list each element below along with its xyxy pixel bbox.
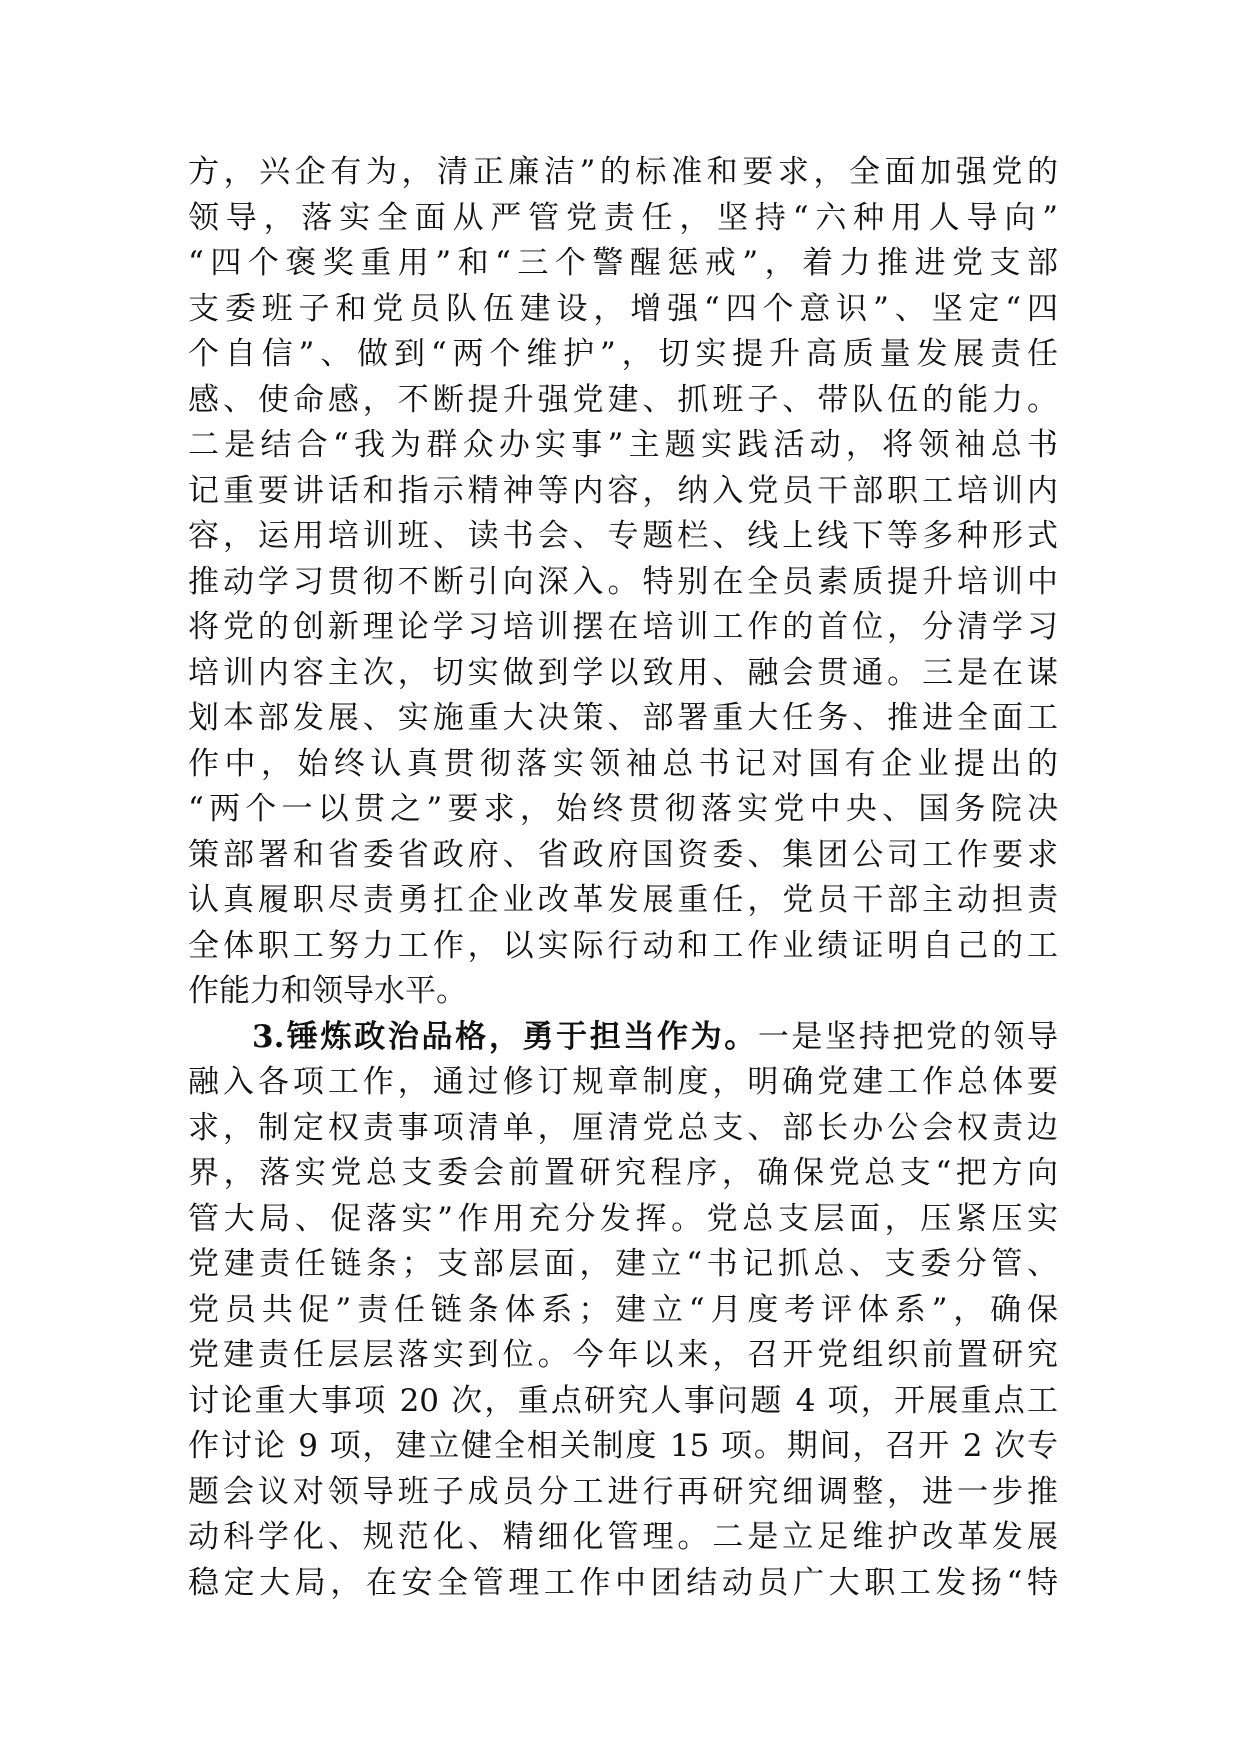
text-line: 管大局、促落实”作用充分发挥。党总支层面，压紧压实: [188, 1200, 1058, 1237]
text-line: 二是结合“我为群众办实事”主题实践活动，将领袖总书: [188, 427, 1058, 463]
text-line: “四个褒奖重用”和“三个警醒惩戒”，着力推进党支部: [188, 245, 1058, 281]
text-line: 党建责任层层落实到位。今年以来，召开党组织前置研究: [188, 1337, 1058, 1373]
text-line: 方，兴企有为，清正廉洁”的标准和要求，全面加强党的: [188, 154, 1058, 190]
text-line: 党建责任链条；支部层面，建立“书记抓总、支委分管、: [188, 1246, 1058, 1282]
text-line: “两个一以贯之”要求，始终贯彻落实党中央、国务院决: [188, 791, 1058, 827]
text-line: 记重要讲话和指示精神等内容，纳入党员干部职工培训内: [188, 472, 1058, 509]
text-line: 推动学习贯彻不断引向深入。特别在全员素质提升培训中: [188, 563, 1058, 600]
text-line: 党员共促”责任链条体系；建立“月度考评体系”，确保: [188, 1291, 1058, 1328]
text-line: 培训内容主次，切实做到学以致用、融会贯通。三是在谋: [188, 654, 1058, 691]
text-line: 作能力和领导水平。: [188, 973, 467, 1009]
section-3-heading: 3.锤炼政治品格，勇于担当作为。: [252, 1018, 758, 1055]
body-text: [188, 150, 1058, 1606]
text-line: 作讨论 9 项，建立健全相关制度 15 项。期间，召开 2 次专: [188, 1428, 1058, 1464]
text-line: 作中，始终认真贯彻落实领袖总书记对国有企业提出的: [188, 745, 1058, 782]
text-line: 支委班子和党员队伍建设，增强“四个意识”、坚定“四: [188, 290, 1058, 327]
text-line: 求，制定权责事项清单，厘清党总支、部长办公会权责边: [188, 1109, 1058, 1146]
text-line: 讨论重大事项 20 次，重点研究人事问题 4 项，开展重点工: [188, 1382, 1058, 1419]
text-line: 全体职工努力工作，以实际行动和工作业绩证明自己的工: [188, 927, 1058, 964]
text-line: 感、使命感，不断提升强党建、抓班子、带队伍的能力。: [188, 381, 1058, 418]
text-line: 认真履职尽责勇扛企业改革发展重任，党员干部主动担责: [188, 882, 1058, 918]
text-line: 动科学化、规范化、精细化管理。二是立足维护改革发展: [188, 1519, 1058, 1555]
text-line: 划本部发展、实施重大决策、部署重大任务、推进全面工: [188, 700, 1058, 736]
text-line: 策部署和省委省政府、省政府国资委、集团公司工作要求: [188, 836, 1058, 873]
text-line: 个自信”、做到“两个维护”，切实提升高质量发展责任: [188, 336, 1058, 372]
text-line: 稳定大局，在安全管理工作中团结动员广大职工发扬“特: [188, 1564, 1058, 1601]
text-line: 界，落实党总支委会前置研究程序，确保党总支“把方向: [188, 1155, 1058, 1191]
section-3-first-line-text: 一是坚持把党的领导: [757, 1018, 1058, 1055]
text-line: 融入各项工作，通过修订规章制度，明确党建工作总体要: [188, 1064, 1058, 1100]
text-line: 容，运用培训班、读书会、专题栏、线上线下等多种形式: [188, 518, 1058, 554]
text-line: 将党的创新理论学习培训摆在培训工作的首位，分清学习: [188, 609, 1058, 645]
text-line: 领导，落实全面从严管党责任，坚持“六种用人导向”: [188, 199, 1058, 236]
section-3-first-line: [188, 1015, 1058, 1061]
text-line: 题会议对领导班子成员分工进行再研究细调整，进一步推: [188, 1473, 1058, 1510]
